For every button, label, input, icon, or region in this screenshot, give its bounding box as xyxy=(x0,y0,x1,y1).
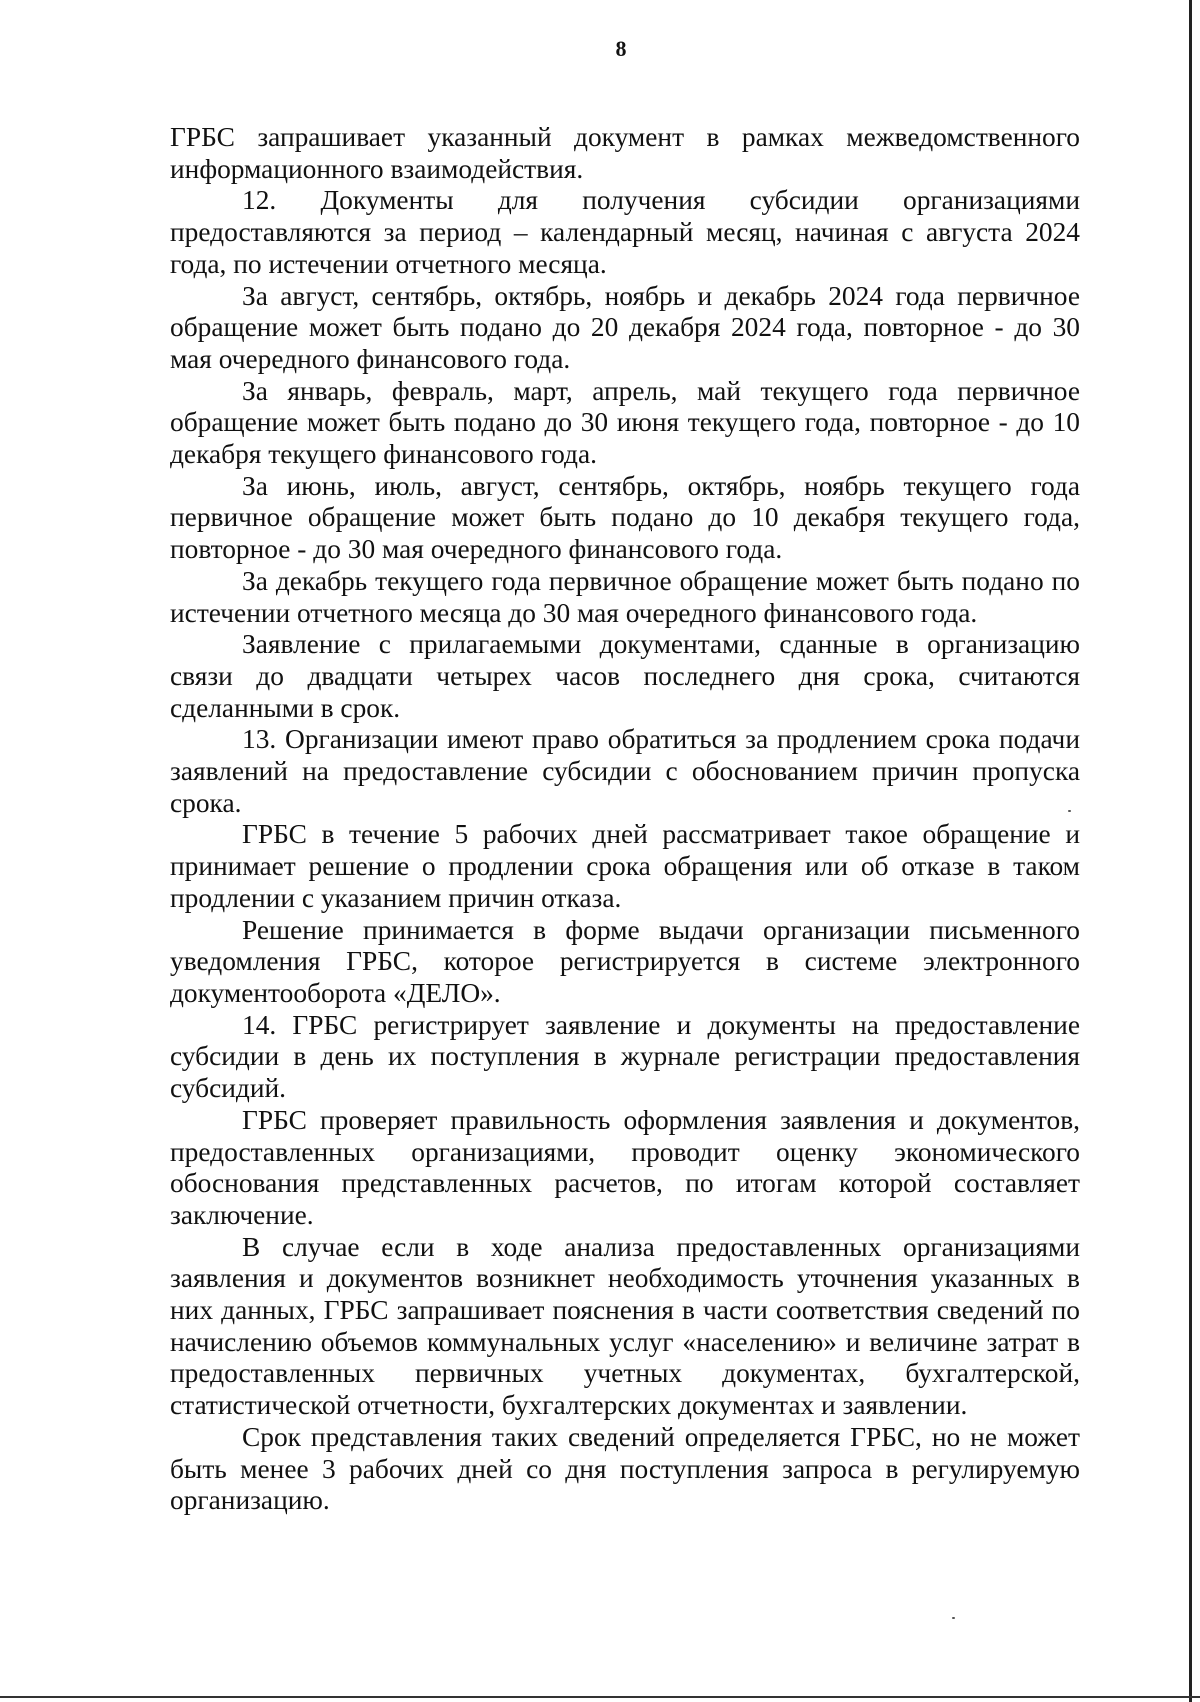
document-body xyxy=(170,122,1080,1517)
paragraph-clause-14: 14. ГРБС регистрирует заявление и документы на предоставление субсидии в день их поступления в журнале регистрации предоставления субсидий. xyxy=(170,1009,1080,1104)
scan-speck xyxy=(952,1617,955,1619)
paragraph-january-may: За январь, февраль, март, апрель, май текущего года первичное обращение может быть подано до 30 июня текущего года, повторное - до 10 декабря текущего финансового года. xyxy=(170,375,1080,470)
paragraph-clause-13: 13. Организации имеют право обратиться за продлением срока подачи заявлений на предоставление субсидии с обоснованием причин пропуска срока. xyxy=(170,724,1080,818)
paragraph-clause-12: 12. Документы для получения субсидии организациями предоставляются за период – календарный месяц, начиная с августа 2024 года, по истечении отчетного месяца. xyxy=(170,185,1080,279)
scan-edge-bottom xyxy=(0,1696,1200,1698)
paragraph-submission-deadline: Срок представления таких сведений определяется ГРБС, но не может быть менее 3 рабочих дней со дня поступления запроса в регулируемую организацию. xyxy=(170,1421,1080,1516)
paragraph-decision-notice: Решение принимается в форме выдачи организации письменного уведомления ГРБС, которое регистрируется в системе электронного документооборота «ДЕЛО». xyxy=(170,914,1080,1008)
paragraph-august-december-2024: За август, сентябрь, октябрь, ноябрь и декабрь 2024 года первичное обращение может быть подано до 20 декабря 2024 года, повторное - до 30 мая очередного финансового года. xyxy=(170,280,1080,374)
scan-edge-right xyxy=(1189,0,1192,1702)
paragraph-december: За декабрь текущего года первичное обращение может быть подано по истечении отчетного месяца до 30 мая очередного финансового года. xyxy=(170,565,1080,628)
paragraph-clarification-request: В случае если в ходе анализа предоставленных организациями заявления и документов возникнет необходимость уточнения указанных в них данных, ГРБС запрашивает пояснения в части соответствия сведений по начислению объемов коммунальных услуг «населению» и величине затрат в предоставленных первичных учетных документах, бухгалтерской, статистической отчетности, бухгалтерских документах и заявлении. xyxy=(170,1231,1080,1421)
paragraph-verification: ГРБС проверяет правильность оформления заявления и документов, предоставленных организациями, проводит оценку экономического обоснования представленных расчетов, по итогам которой составляет заключение. xyxy=(170,1104,1080,1230)
paragraph-postal-submission: Заявление с прилагаемыми документами, сданные в организацию связи до двадцати четырех часов последнего дня срока, считаются сделанными в срок. xyxy=(170,629,1080,723)
page-number: 8 xyxy=(615,36,627,61)
paragraph-review-extension: ГРБС в течение 5 рабочих дней рассматривает такое обращение и принимает решение о продлении срока обращения или об отказе в таком продлении с указанием причин отказа. xyxy=(170,819,1080,913)
paragraph-continuation: ГРБС запрашивает указанный документ в рамках межведомственного информационного взаимодействия. xyxy=(170,122,1080,184)
scan-speck xyxy=(1068,810,1071,812)
paragraph-june-november: За июнь, июль, август, сентябрь, октябрь, ноябрь текущего года первичное обращение может быть подано до 10 декабря текущего года, повторное - до 30 мая очередного финансового года. xyxy=(170,470,1080,565)
